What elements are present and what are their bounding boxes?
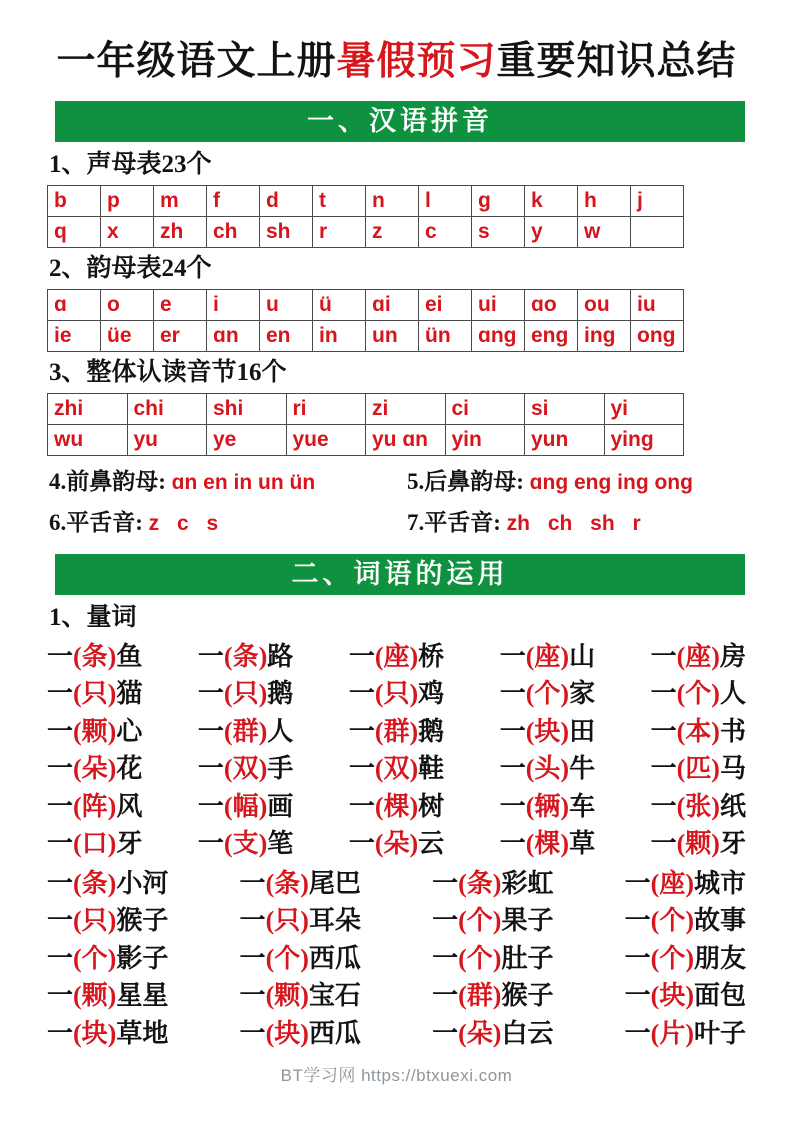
- measure-count-char: 一: [624, 868, 651, 898]
- measure-noun: 彩虹: [501, 868, 554, 898]
- measure-words-grid-4col: [47, 865, 746, 1053]
- measure-words-grid-5col: [47, 638, 746, 863]
- pinyin-cell: ün: [419, 320, 472, 351]
- pinyin-cell: shi: [207, 393, 287, 424]
- heading-finals: 2、韵母表24个: [49, 254, 212, 282]
- measure-classifier: (支): [223, 829, 268, 859]
- measure-classifier: (条): [73, 868, 117, 898]
- pinyin-cell: un: [366, 320, 419, 351]
- measure-word-item: [349, 638, 444, 676]
- measure-count-char: 一: [650, 754, 677, 784]
- pinyin-note: [49, 462, 407, 503]
- pinyin-cell: ch: [207, 216, 260, 247]
- measure-classifier: (朵): [458, 1018, 502, 1048]
- measure-word-item: [240, 1015, 361, 1053]
- title-part-red: 暑假预习: [336, 40, 497, 83]
- measure-word-item: [240, 865, 361, 903]
- measure-noun: 猴子: [501, 981, 554, 1011]
- measure-classifier: (只): [265, 906, 309, 936]
- measure-word-item: [349, 750, 444, 788]
- measure-classifier: (棵): [374, 791, 419, 821]
- measure-word-item: [198, 638, 293, 676]
- pinyin-cell: üe: [101, 320, 154, 351]
- measure-word-item: [500, 675, 595, 713]
- measure-noun: 鱼: [116, 641, 143, 671]
- measure-word-item: [47, 825, 142, 863]
- measure-noun: 鹅: [267, 679, 294, 709]
- measure-count-char: 一: [197, 641, 224, 671]
- pinyin-cell: ri: [286, 393, 366, 424]
- measure-word-item: [651, 788, 746, 826]
- measure-count-char: 一: [348, 829, 375, 859]
- pinyin-cell: si: [525, 393, 605, 424]
- pinyin-cell: yi: [604, 393, 684, 424]
- measure-count-char: 一: [348, 754, 375, 784]
- measure-word-item: [500, 750, 595, 788]
- measure-word-item: [47, 865, 168, 903]
- measure-noun: 猴子: [116, 906, 169, 936]
- measure-noun: 宝石: [308, 981, 361, 1011]
- measure-classifier: (只): [73, 679, 117, 709]
- pinyin-cell: g: [472, 185, 525, 216]
- measure-noun: 草: [569, 829, 596, 859]
- measure-classifier: (座): [650, 868, 694, 898]
- measure-noun: 朋友: [693, 943, 746, 973]
- pinyin-cell: w: [578, 216, 631, 247]
- pinyin-cell: t: [313, 185, 366, 216]
- pinyin-cell: ɑng: [472, 320, 525, 351]
- measure-noun: 牙: [116, 829, 143, 859]
- measure-word-item: [349, 713, 444, 751]
- pinyin-cell: r: [313, 216, 366, 247]
- measure-classifier: (口): [73, 829, 117, 859]
- measure-noun: 肚子: [501, 943, 554, 973]
- measure-word-item: [432, 977, 553, 1015]
- measure-count-char: 一: [650, 641, 677, 671]
- measure-count-char: 一: [348, 791, 375, 821]
- measure-word-item: [47, 940, 168, 978]
- measure-noun: 风: [116, 791, 143, 821]
- measure-word-item: [432, 940, 553, 978]
- measure-count-char: 一: [348, 716, 375, 746]
- pinyin-cell: ɑo: [525, 289, 578, 320]
- measure-classifier: (只): [374, 679, 419, 709]
- measure-classifier: (张): [676, 791, 720, 821]
- measure-count-char: 一: [239, 943, 266, 973]
- measure-word-item: [198, 788, 293, 826]
- pinyin-cell: f: [207, 185, 260, 216]
- initials-table: [47, 185, 684, 248]
- pinyin-cell: e: [154, 289, 207, 320]
- measure-count-char: 一: [47, 906, 74, 936]
- pinyin-cell: zh: [154, 216, 207, 247]
- measure-classifier: (双): [374, 754, 419, 784]
- measure-noun: 树: [418, 791, 445, 821]
- measure-noun: 家: [569, 679, 596, 709]
- measure-count-char: 一: [650, 829, 677, 859]
- measure-word-item: [651, 750, 746, 788]
- measure-count-char: 一: [624, 1018, 651, 1048]
- measure-count-char: 一: [624, 906, 651, 936]
- measure-count-char: 一: [47, 679, 74, 709]
- measure-count-char: 一: [197, 791, 224, 821]
- measure-count-char: 一: [432, 1018, 459, 1048]
- measure-noun: 书: [719, 716, 746, 746]
- measure-count-char: 一: [239, 981, 266, 1011]
- pinyin-cell: i: [207, 289, 260, 320]
- measure-noun: 草地: [116, 1018, 169, 1048]
- measure-count-char: 一: [499, 754, 526, 784]
- measure-word-item: [500, 788, 595, 826]
- pinyin-cell: ye: [207, 424, 287, 455]
- measure-classifier: (个): [525, 679, 570, 709]
- measure-word-item: [198, 825, 293, 863]
- pinyin-cell: ɑ: [48, 289, 101, 320]
- measure-count-char: 一: [499, 791, 526, 821]
- measure-count-char: 一: [499, 716, 526, 746]
- note-value: z c s: [148, 511, 219, 535]
- measure-classifier: (条): [265, 868, 309, 898]
- measure-count-char: 一: [348, 641, 375, 671]
- pinyin-cell: ɑn: [207, 320, 260, 351]
- pinyin-cell: yue: [286, 424, 366, 455]
- measure-noun: 房: [719, 641, 746, 671]
- pinyin-note: [407, 462, 746, 503]
- footer-watermark: BT学习网 https://btxuexi.com: [280, 1066, 513, 1086]
- measure-noun: 田: [569, 716, 596, 746]
- measure-classifier: (个): [650, 906, 694, 936]
- measure-count-char: 一: [499, 641, 526, 671]
- measure-count-char: 一: [624, 943, 651, 973]
- measure-count-char: 一: [432, 943, 459, 973]
- pinyin-cell: x: [101, 216, 154, 247]
- pinyin-cell: b: [48, 185, 101, 216]
- measure-word-item: [198, 713, 293, 751]
- measure-classifier: (只): [223, 679, 268, 709]
- measure-classifier: (匹): [676, 754, 720, 784]
- measure-classifier: (条): [73, 641, 117, 671]
- pinyin-cell: c: [419, 216, 472, 247]
- measure-word-item: [47, 675, 142, 713]
- measure-noun: 鸡: [418, 679, 445, 709]
- measure-word-item: [349, 788, 444, 826]
- measure-count-char: 一: [47, 791, 74, 821]
- measure-noun: 花: [116, 754, 143, 784]
- measure-noun: 猫: [116, 679, 143, 709]
- measure-word-item: [47, 788, 142, 826]
- measure-classifier: (片): [650, 1018, 694, 1048]
- measure-noun: 西瓜: [308, 1018, 361, 1048]
- pinyin-cell: ui: [472, 289, 525, 320]
- pinyin-cell: ie: [48, 320, 101, 351]
- measure-count-char: 一: [47, 754, 74, 784]
- measure-word-item: [198, 750, 293, 788]
- section-banner-pinyin: 一、汉语拼音: [55, 101, 745, 142]
- measure-noun: 耳朵: [308, 906, 361, 936]
- measure-classifier: (块): [525, 716, 570, 746]
- measure-classifier: (群): [458, 981, 502, 1011]
- pinyin-cell: yu: [127, 424, 207, 455]
- measure-noun: 牛: [569, 754, 596, 784]
- pinyin-table-row: [48, 289, 684, 320]
- measure-classifier: (本): [676, 716, 720, 746]
- measure-noun: 城市: [693, 868, 746, 898]
- measure-classifier: (个): [676, 679, 720, 709]
- measure-noun: 纸: [719, 791, 746, 821]
- pinyin-cell: in: [313, 320, 366, 351]
- finals-table: [47, 289, 684, 352]
- measure-noun: 鞋: [418, 754, 445, 784]
- measure-word-item: [240, 902, 361, 940]
- pinyin-cell: zhi: [48, 393, 128, 424]
- measure-noun: 人: [267, 716, 294, 746]
- pinyin-cell: ying: [604, 424, 684, 455]
- pinyin-table-row: [48, 185, 684, 216]
- measure-count-char: 一: [197, 716, 224, 746]
- pinyin-cell: yu ɑn: [366, 424, 446, 455]
- pinyin-cell: k: [525, 185, 578, 216]
- measure-noun: 星星: [116, 981, 169, 1011]
- measure-word-item: [47, 750, 142, 788]
- measure-count-char: 一: [47, 716, 74, 746]
- pinyin-cell: q: [48, 216, 101, 247]
- measure-count-char: 一: [239, 906, 266, 936]
- measure-count-char: 一: [499, 679, 526, 709]
- pinyin-table-row: [48, 320, 684, 351]
- note-label: 6.平舌音:: [49, 509, 143, 535]
- measure-count-char: 一: [499, 829, 526, 859]
- pinyin-cell: eng: [525, 320, 578, 351]
- pinyin-cell: o: [101, 289, 154, 320]
- measure-word-item: [651, 675, 746, 713]
- measure-classifier: (个): [650, 943, 694, 973]
- measure-classifier: (块): [265, 1018, 309, 1048]
- measure-classifier: (朵): [73, 754, 117, 784]
- pinyin-cell: wu: [48, 424, 128, 455]
- measure-classifier: (个): [265, 943, 309, 973]
- measure-noun: 叶子: [693, 1018, 746, 1048]
- measure-word-item: [240, 940, 361, 978]
- pinyin-cell: h: [578, 185, 631, 216]
- measure-classifier: (座): [525, 641, 570, 671]
- pinyin-cell: l: [419, 185, 472, 216]
- measure-classifier: (座): [374, 641, 419, 671]
- measure-classifier: (群): [223, 716, 268, 746]
- pinyin-cell: p: [101, 185, 154, 216]
- measure-count-char: 一: [47, 641, 74, 671]
- measure-word-item: [625, 902, 746, 940]
- measure-classifier: (个): [73, 943, 117, 973]
- measure-noun: 手: [267, 754, 294, 784]
- pinyin-cell: chi: [127, 393, 207, 424]
- measure-count-char: 一: [432, 868, 459, 898]
- measure-classifier: (辆): [525, 791, 570, 821]
- measure-classifier: (棵): [525, 829, 570, 859]
- pinyin-cell: z: [366, 216, 419, 247]
- pinyin-cell: y: [525, 216, 578, 247]
- note-value: ɑn en in un ün: [171, 470, 316, 494]
- measure-word-item: [47, 1015, 168, 1053]
- pinyin-table-row: [48, 216, 684, 247]
- measure-classifier: (块): [650, 981, 694, 1011]
- heading-initials: 1、声母表23个: [49, 150, 212, 178]
- note-value: ɑng eng ing ong: [529, 470, 693, 494]
- measure-word-item: [500, 713, 595, 751]
- measure-noun: 云: [418, 829, 445, 859]
- measure-classifier: (座): [676, 641, 720, 671]
- measure-word-item: [47, 902, 168, 940]
- measure-word-item: [651, 825, 746, 863]
- measure-classifier: (个): [458, 906, 502, 936]
- pinyin-cell: s: [472, 216, 525, 247]
- measure-classifier: (颗): [73, 716, 117, 746]
- measure-word-item: [651, 713, 746, 751]
- measure-word-item: [432, 902, 553, 940]
- measure-count-char: 一: [239, 868, 266, 898]
- measure-count-char: 一: [432, 906, 459, 936]
- pinyin-cell: j: [631, 185, 684, 216]
- measure-noun: 牙: [719, 829, 746, 859]
- measure-word-item: [47, 713, 142, 751]
- measure-noun: 面包: [693, 981, 746, 1011]
- pinyin-cell: ong: [631, 320, 684, 351]
- measure-word-item: [47, 977, 168, 1015]
- measure-classifier: (阵): [73, 791, 117, 821]
- measure-classifier: (条): [223, 641, 268, 671]
- measure-word-item: [349, 825, 444, 863]
- heading-whole-syllables: 3、整体认读音节16个: [49, 358, 287, 386]
- measure-word-item: [432, 865, 553, 903]
- measure-noun: 心: [116, 716, 143, 746]
- pinyin-cell: n: [366, 185, 419, 216]
- pinyin-cell: d: [260, 185, 313, 216]
- measure-count-char: 一: [650, 791, 677, 821]
- measure-word-item: [240, 977, 361, 1015]
- measure-count-char: 一: [239, 1018, 266, 1048]
- measure-classifier: (条): [458, 868, 502, 898]
- pinyin-table-row: [48, 424, 684, 455]
- measure-noun: 山: [569, 641, 596, 671]
- pinyin-cell: en: [260, 320, 313, 351]
- heading-measure-words: 1、量词: [49, 603, 137, 631]
- measure-word-item: [625, 977, 746, 1015]
- pinyin-cell: ou: [578, 289, 631, 320]
- measure-noun: 车: [569, 791, 596, 821]
- measure-word-item: [651, 638, 746, 676]
- pinyin-cell: yun: [525, 424, 605, 455]
- pinyin-cell: yin: [445, 424, 525, 455]
- measure-count-char: 一: [47, 829, 74, 859]
- pinyin-cell: ɑi: [366, 289, 419, 320]
- measure-classifier: (群): [374, 716, 419, 746]
- measure-noun: 笔: [267, 829, 294, 859]
- measure-count-char: 一: [650, 716, 677, 746]
- pinyin-table-row: [48, 393, 684, 424]
- measure-count-char: 一: [47, 943, 74, 973]
- measure-noun: 西瓜: [308, 943, 361, 973]
- measure-noun: 尾巴: [308, 868, 361, 898]
- section-banner-words: 二、词语的运用: [55, 554, 745, 595]
- title-part-black-2: 重要知识总结: [496, 40, 737, 83]
- measure-word-item: [625, 940, 746, 978]
- pinyin-cell: ing: [578, 320, 631, 351]
- measure-noun: 人: [719, 679, 746, 709]
- pinyin-cell: [631, 216, 684, 247]
- measure-noun: 路: [267, 641, 294, 671]
- measure-classifier: (只): [73, 906, 117, 936]
- note-label: 4.前鼻韵母:: [49, 468, 166, 494]
- measure-count-char: 一: [650, 679, 677, 709]
- measure-noun: 鹅: [418, 716, 445, 746]
- title-part-black-1: 一年级语文上册: [56, 40, 337, 83]
- measure-word-item: [500, 638, 595, 676]
- pinyin-cell: ü: [313, 289, 366, 320]
- measure-noun: 桥: [418, 641, 445, 671]
- measure-noun: 影子: [116, 943, 169, 973]
- pinyin-cell: ei: [419, 289, 472, 320]
- measure-noun: 果子: [501, 906, 554, 936]
- measure-word-item: [47, 638, 142, 676]
- pinyin-cell: m: [154, 185, 207, 216]
- measure-noun: 故事: [693, 906, 746, 936]
- whole-syllables-table: [47, 393, 684, 456]
- measure-word-item: [625, 865, 746, 903]
- measure-classifier: (头): [525, 754, 570, 784]
- measure-count-char: 一: [197, 829, 224, 859]
- measure-classifier: (幅): [223, 791, 268, 821]
- measure-count-char: 一: [624, 981, 651, 1011]
- measure-classifier: (个): [458, 943, 502, 973]
- measure-classifier: (朵): [374, 829, 419, 859]
- pinyin-notes: [49, 462, 746, 544]
- note-label: 5.后鼻韵母:: [407, 468, 524, 494]
- measure-word-item: [349, 675, 444, 713]
- measure-classifier: (块): [73, 1018, 117, 1048]
- note-value: zh ch sh r: [506, 511, 641, 535]
- measure-word-item: [432, 1015, 553, 1053]
- note-label: 7.平舌音:: [407, 509, 501, 535]
- measure-word-item: [198, 675, 293, 713]
- measure-noun: 白云: [501, 1018, 554, 1048]
- measure-classifier: (双): [223, 754, 268, 784]
- measure-count-char: 一: [348, 679, 375, 709]
- pinyin-note: [49, 503, 407, 544]
- page-title: [47, 38, 746, 87]
- measure-classifier: (颗): [265, 981, 309, 1011]
- measure-count-char: 一: [47, 981, 74, 1011]
- pinyin-cell: u: [260, 289, 313, 320]
- pinyin-cell: ci: [445, 393, 525, 424]
- measure-count-char: 一: [197, 679, 224, 709]
- measure-count-char: 一: [432, 981, 459, 1011]
- pinyin-note: [407, 503, 746, 544]
- pinyin-cell: iu: [631, 289, 684, 320]
- measure-count-char: 一: [197, 754, 224, 784]
- measure-classifier: (颗): [73, 981, 117, 1011]
- pinyin-cell: sh: [260, 216, 313, 247]
- measure-word-item: [625, 1015, 746, 1053]
- pinyin-cell: er: [154, 320, 207, 351]
- measure-noun: 马: [719, 754, 746, 784]
- measure-count-char: 一: [47, 1018, 74, 1048]
- measure-noun: 画: [267, 791, 294, 821]
- measure-classifier: (颗): [676, 829, 720, 859]
- measure-count-char: 一: [47, 868, 74, 898]
- pinyin-cell: zi: [366, 393, 446, 424]
- measure-noun: 小河: [116, 868, 169, 898]
- measure-word-item: [500, 825, 595, 863]
